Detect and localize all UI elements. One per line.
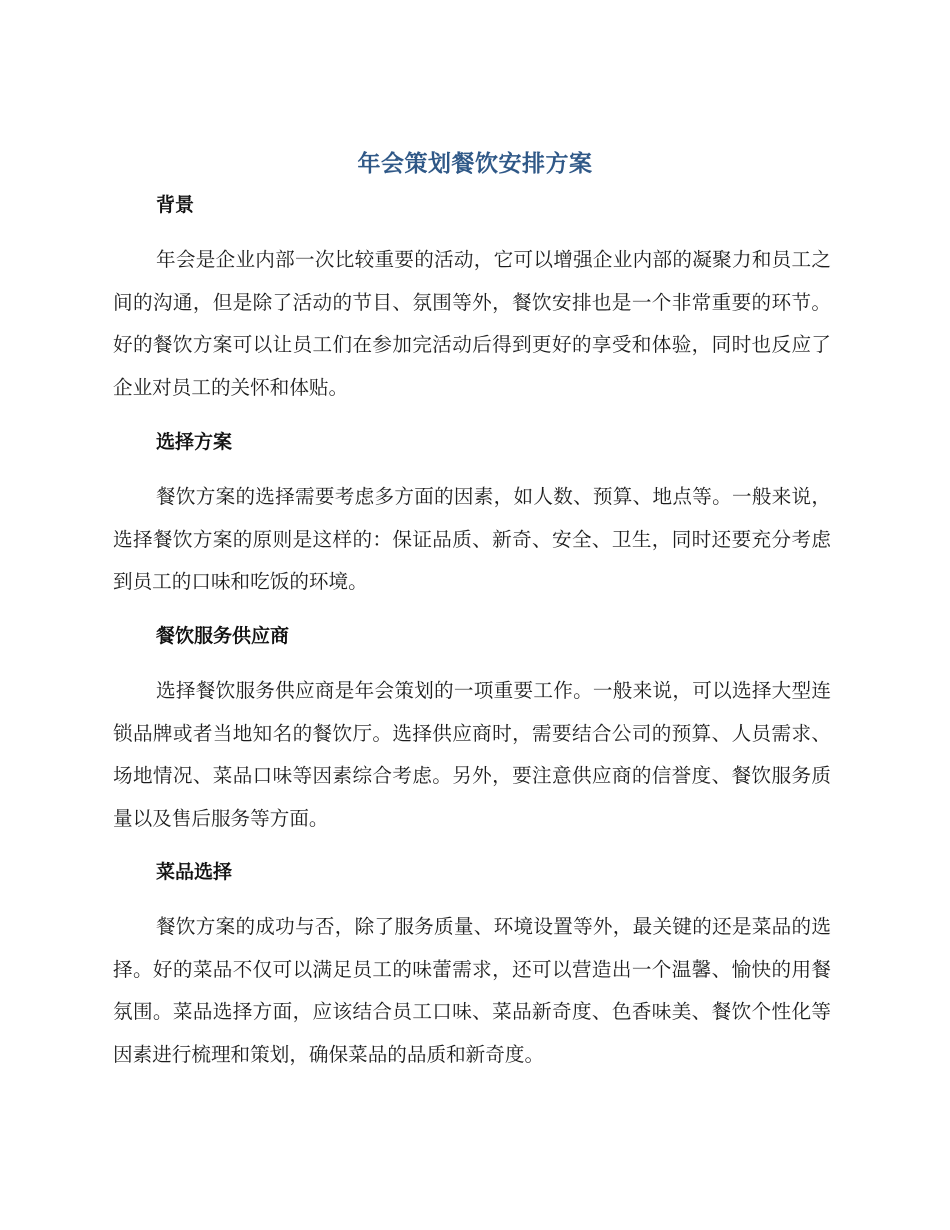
section-paragraph-dish-selection: 餐饮方案的成功与否，除了服务质量、环境设置等外，最关键的还是菜品的选择。好的菜品不仅可以满足员工的味蕾需求，还可以营造出一个温馨、愉快的用餐氛围。菜品选择方面，应该结合员工口味、菜品新奇度、色香味美、餐饮个性化等因素进行梳理和策划，确保菜品的品质和新奇度。: [113, 915, 831, 1066]
section-paragraph-catering-supplier: 选择餐饮服务供应商是年会策划的一项重要工作。一般来说，可以选择大型连锁品牌或者当地知名的餐饮厅。选择供应商时，需要结合公司的预算、人员需求、场地情况、菜品口味等因素综合考虑。另外，要注意供应商的信誉度、餐饮服务质量以及售后服务等方面。: [113, 679, 831, 830]
section-heading-dish-selection: 菜品选择: [156, 861, 233, 883]
section-paragraph-plan-selection: 餐饮方案的选择需要考虑多方面的因素，如人数、预算、地点等。一般来说，选择餐饮方案的原则是这样的：保证品质、新奇、安全、卫生，同时还要充分考虑到员工的口味和吃饭的环境。: [113, 485, 831, 593]
document-title: 年会策划餐饮安排方案: [357, 151, 593, 177]
section-heading-background: 背景: [156, 194, 195, 216]
section-heading-catering-supplier: 餐饮服务供应商: [156, 625, 290, 647]
section-paragraph-background: 年会是企业内部一次比较重要的活动，它可以增强企业内部的凝聚力和员工之间的沟通，但是除了活动的节目、氛围等外，餐饮安排也是一个非常重要的环节。好的餐饮方案可以让员工们在参加完活动后得到更好的享受和体验，同时也反应了企业对员工的关怀和体贴。: [113, 248, 831, 399]
section-heading-plan-selection: 选择方案: [156, 431, 233, 453]
